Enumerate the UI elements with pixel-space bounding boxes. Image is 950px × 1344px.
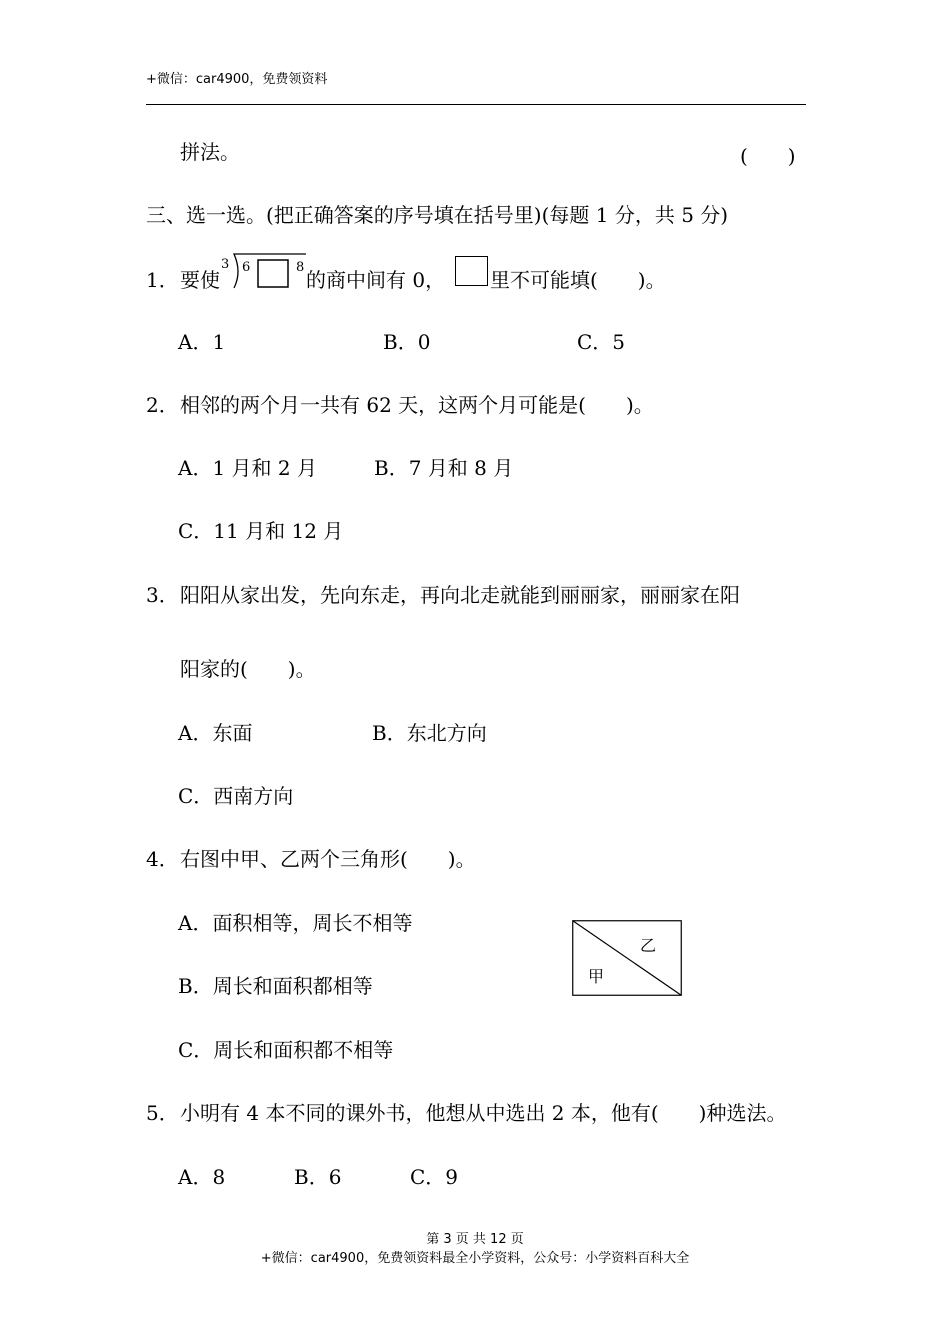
q1-option-b: B．0 — [383, 330, 431, 354]
long-division-sign — [220, 252, 308, 292]
triangle-label-yi: 乙 — [640, 936, 657, 955]
q4-option-b: B．周长和面积都相等 — [178, 974, 373, 998]
q1-number: 1． — [146, 268, 179, 292]
q1-dividend-first: 6 — [242, 260, 251, 275]
division-bracket-icon — [220, 252, 308, 292]
q3-text-line1: 阳阳从家出发，先向东走，再向北走就能到丽丽家，丽丽家在阳 — [180, 583, 740, 607]
q3-option-b: B．东北方向 — [372, 721, 487, 745]
q1-option-a: A．1 — [178, 330, 226, 354]
q2-option-b: B．7 月和 8 月 — [374, 456, 514, 480]
triangle-label-jia: 甲 — [588, 967, 605, 986]
q3-number: 3． — [146, 583, 179, 607]
q4-number: 4． — [146, 847, 179, 871]
q1-suffix: 里不可能填( )。 — [490, 268, 666, 292]
q3-text-line2: 阳家的( )。 — [180, 657, 316, 681]
page-number: 第 3 页 共 12 页 — [426, 1232, 524, 1247]
continuation-text: 拼法。 — [180, 140, 240, 164]
continuation-answer-paren: ( ) — [740, 144, 796, 168]
q2-text: 相邻的两个月一共有 62 天，这两个月可能是( )。 — [180, 393, 654, 417]
q5-option-c: C．9 — [410, 1165, 459, 1189]
footer-promo: +微信：car4900，免费领资料最全小学资料，公众号：小学资料百科大全 — [260, 1251, 690, 1266]
q2-option-c: C．11 月和 12 月 — [178, 519, 344, 543]
q1-prefix: 要使 — [180, 268, 220, 292]
q1-middle: 的商中间有 0， — [306, 268, 446, 292]
header-divider — [146, 104, 806, 105]
header-text: +微信：car4900，免费领资料 — [146, 72, 328, 87]
q4-option-c: C．周长和面积都不相等 — [178, 1038, 394, 1062]
q1-option-c: C．5 — [577, 330, 626, 354]
q3-option-a: A．东面 — [178, 721, 253, 745]
q4-option-a: A．面积相等，周长不相等 — [178, 911, 413, 935]
q1-blank-box — [455, 256, 488, 286]
section-title: 三、选一选。(把正确答案的序号填在括号里)(每题 1 分，共 5 分) — [146, 203, 729, 227]
q2-number: 2． — [146, 393, 179, 417]
triangle-figure — [572, 920, 682, 996]
q4-text: 右图中甲、乙两个三角形( )。 — [180, 847, 476, 871]
q2-option-a: A．1 月和 2 月 — [178, 456, 317, 480]
q5-option-b: B．6 — [294, 1165, 342, 1189]
q5-option-a: A．8 — [178, 1165, 226, 1189]
q5-number: 5． — [146, 1101, 179, 1125]
q1-dividend-last: 8 — [296, 260, 305, 275]
q1-divisor: 3 — [221, 257, 230, 272]
q3-option-c: C．西南方向 — [178, 784, 294, 808]
q5-text: 小明有 4 本不同的课外书，他想从中选出 2 本，他有( )种选法。 — [180, 1101, 787, 1125]
